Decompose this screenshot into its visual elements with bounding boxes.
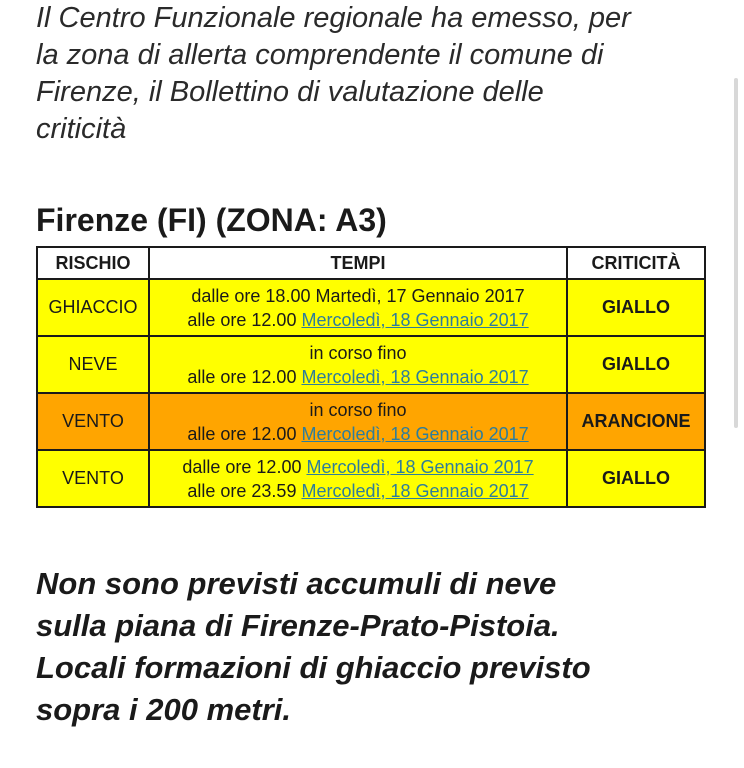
tempi-start — [150, 341, 566, 365]
tempi-end — [150, 422, 566, 446]
forecast-line: sulla piana di Firenze-Prato-Pistoia. — [36, 608, 560, 643]
tempi-end — [150, 479, 566, 503]
table-header-row — [37, 247, 705, 279]
date-link[interactable]: Mercoledì, 18 Gennaio 2017 — [301, 309, 529, 330]
intro-line: criticità — [36, 113, 127, 145]
forecast-line: sopra i 200 metri. — [36, 692, 292, 727]
criticita-cell: GIALLO — [567, 450, 705, 507]
criticality-table — [36, 246, 706, 508]
table-row — [37, 336, 705, 393]
forecast-line: Locali formazioni di ghiaccio previsto — [36, 650, 591, 685]
forecast-line: Non sono previsti accumuli di neve — [36, 566, 557, 601]
intro-line: Firenze, il Bollettino di valutazione delle — [36, 76, 544, 108]
date-link[interactable]: Mercoledì, 18 Gennaio 2017 — [301, 366, 529, 387]
rischio-cell: NEVE — [37, 336, 149, 393]
tempi-cell — [149, 393, 567, 450]
tempi-end-text: alle ore 12.00 — [187, 366, 302, 387]
intro-line: la zona di allerta comprendente il comune di — [36, 39, 604, 71]
tempi-start-text: in corso fino — [309, 399, 407, 420]
tempi-start-text: dalle ore 12.00 — [182, 456, 307, 477]
rischio-cell: GHIACCIO — [37, 279, 149, 336]
intro-paragraph — [36, 0, 726, 148]
scrollbar[interactable] — [734, 78, 738, 428]
tempi-end-text: alle ore 23.59 — [187, 480, 302, 501]
tempi-start — [150, 455, 566, 479]
zone-heading: Firenze (FI) (ZONA: A3) — [36, 202, 387, 238]
criticita-cell: ARANCIONE — [567, 393, 705, 450]
header-tempi: TEMPI — [149, 247, 567, 279]
tempi-end — [150, 308, 566, 332]
table-row — [37, 279, 705, 336]
table-row — [37, 393, 705, 450]
date-link[interactable]: Mercoledì, 18 Gennaio 2017 — [301, 480, 529, 501]
tempi-cell — [149, 279, 567, 336]
header-criticita: CRITICITÀ — [567, 247, 705, 279]
criticita-cell: GIALLO — [567, 336, 705, 393]
tempi-end — [150, 365, 566, 389]
tempi-cell — [149, 450, 567, 507]
rischio-cell: VENTO — [37, 393, 149, 450]
tempi-start — [150, 284, 566, 308]
table-row — [37, 450, 705, 507]
rischio-cell: VENTO — [37, 450, 149, 507]
tempi-start-text: in corso fino — [309, 342, 407, 363]
tempi-start-text: dalle ore 18.00 Martedì, 17 Gennaio 2017 — [191, 285, 525, 306]
tempi-start — [150, 398, 566, 422]
intro-line: Il Centro Funzionale regionale ha emesso, per — [36, 2, 631, 34]
tempi-end-text: alle ore 12.00 — [187, 423, 302, 444]
criticita-cell: GIALLO — [567, 279, 705, 336]
tempi-end-text: alle ore 12.00 — [187, 309, 302, 330]
date-link[interactable]: Mercoledì, 18 Gennaio 2017 — [301, 423, 529, 444]
header-rischio: RISCHIO — [37, 247, 149, 279]
tempi-cell — [149, 336, 567, 393]
date-link[interactable]: Mercoledì, 18 Gennaio 2017 — [306, 456, 534, 477]
forecast-note — [36, 563, 726, 731]
